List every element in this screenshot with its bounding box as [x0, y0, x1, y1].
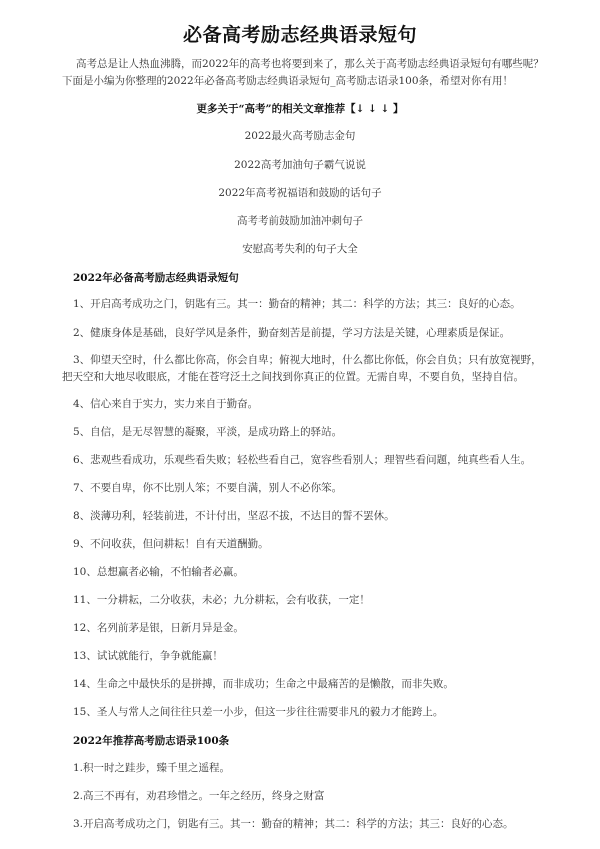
list-item: 8、淡薄功利，轻装前进，不计付出，坚忍不拔，不达目的誓不罢休。 [73, 510, 395, 522]
section-heading-1: 2022年必备高考励志经典语录短句 [73, 272, 239, 284]
list-item: 7、不要自卑，你不比别人笨；不要自满，别人不必你笨。 [73, 482, 343, 494]
intro-paragraph [62, 56, 552, 90]
related-link-1[interactable]: 2022最火高考励志金句 [244, 130, 356, 142]
list-item: 3.开启高考成功之门，钥匙有三。其一：勤奋的精神；其二：科学的方法；其三：良好的心态。 [73, 818, 514, 830]
list-item: 1.积一时之跬步，臻千里之遥程。 [73, 762, 231, 774]
related-link-5[interactable]: 安慰高考失利的句子大全 [242, 243, 358, 255]
list-item: 9、不问收获，但问耕耘！自有天道酬勤。 [73, 538, 269, 550]
related-link-4[interactable]: 高考考前鼓励加油冲刺句子 [237, 215, 363, 227]
section-heading-2: 2022年推荐高考励志语录100条 [73, 735, 230, 747]
list-item: 13、试试就能行，争争就能赢！ [73, 650, 223, 662]
related-link-2[interactable]: 2022高考加油句子霸气说说 [234, 159, 366, 171]
list-item: 5、自信，是无尽智慧的凝聚，平淡，是成功路上的驿站。 [73, 426, 343, 438]
intro-text: 高考总是让人热血沸腾，而2022年的高考也将要到来了，那么关于高考励志经典语录短句有哪些呢？下面是小编为你整理的2022年必备高考励志经典语录短句_高考励志语录100条，希望对你有用！ [62, 58, 544, 87]
list-item: 2、健康身体是基础，良好学风是条件，勤奋刻苦是前提，学习方法是关键，心理素质是保证。 [73, 327, 511, 339]
list-item: 6、悲观些看成功，乐观些看失败；轻松些看自己，宽容些看别人；理智些看问题，纯真些看人生。 [73, 454, 532, 466]
page-title: 必备高考励志经典语录短句 [182, 24, 417, 46]
list-item: 11、一分耕耘，二分收获，未必；九分耕耘，会有收获，一定！ [73, 594, 370, 606]
list-item: 10、总想赢者必输，不怕输者必赢。 [73, 566, 244, 578]
list-item: 14、生命之中最快乐的是拼搏，而非成功；生命之中最痛苦的是懒散，而非失败。 [73, 678, 454, 690]
list-item: 12、名列前茅是银，日新月异是金。 [73, 622, 244, 634]
list-item: 15、圣人与常人之间往往只差一小步，但这一步往往需要非凡的毅力才能跨上。 [73, 706, 444, 718]
related-link-3[interactable]: 2022年高考祝福语和鼓励的话句子 [218, 187, 382, 199]
list-item: 1、开启高考成功之门，钥匙有三。其一：勤奋的精神；其二：科学的方法；其三：良好的心态。 [73, 298, 521, 310]
list-item: 4、信心来自于实力，实力来自于勤奋。 [73, 398, 259, 410]
list-item: 3、仰望天空时，什么都比你高，你会自卑；俯视大地时，什么都比你低，你会自负；只有放宽视野，把天空和大地尽收眼底，才能在苍穹泛土之间找到你真正的位置。无需自卑，不要自负，坚持自信。 [62, 354, 542, 383]
list-item: 2.高三不再有，劝君珍惜之。一年之经历，终身之财富 [73, 790, 325, 802]
related-articles-heading: 更多关于“高考”的相关文章推荐【↓ ↓ ↓ 】 [196, 103, 404, 115]
